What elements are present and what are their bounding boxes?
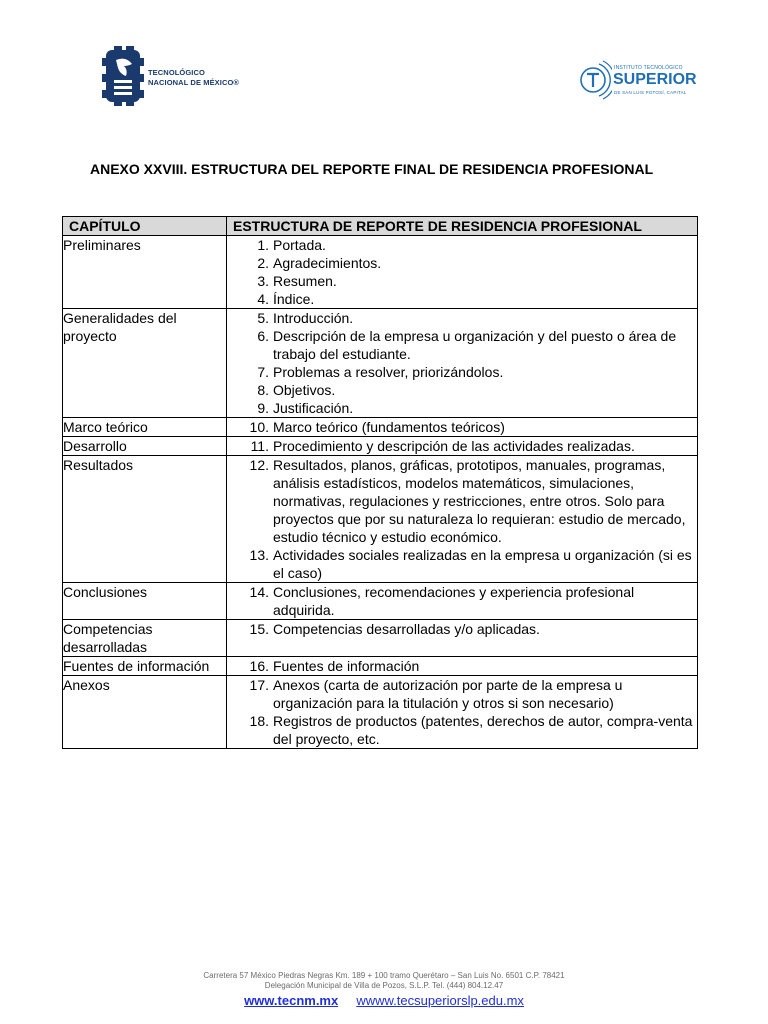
list-item <box>227 583 697 619</box>
item-number: 13. <box>249 547 269 563</box>
chapter-cell: Generalidades del proyecto <box>63 309 227 418</box>
items-cell <box>227 620 698 657</box>
items-cell <box>227 657 698 676</box>
list-item <box>227 290 697 308</box>
list-item <box>227 676 697 712</box>
item-text: Fuentes de información <box>273 658 420 674</box>
header-structure: ESTRUCTURA DE REPORTE DE RESIDENCIA PROFESIONAL <box>227 217 698 236</box>
item-text: Marco teórico (fundamentos teóricos) <box>273 419 505 435</box>
item-text: Introducción. <box>273 310 354 326</box>
items-cell <box>227 236 698 309</box>
chapter-cell: Preliminares <box>63 236 227 309</box>
items-cell <box>227 309 698 418</box>
item-text: Justificación. <box>273 400 354 416</box>
list-item <box>227 327 697 363</box>
superior-emblem-icon <box>576 58 612 102</box>
tecnm-link[interactable]: www.tecnm.mx <box>244 993 339 1008</box>
item-text: Objetivos. <box>273 382 336 398</box>
table-row <box>63 657 698 676</box>
chapter-cell: Resultados <box>63 456 227 583</box>
table-row <box>63 437 698 456</box>
table-row <box>63 309 698 418</box>
item-text: Registros de productos (patentes, derechos de autor, compra-venta del proyecto, etc. <box>273 713 693 747</box>
item-text: Problemas a resolver, priorizándolos. <box>273 364 504 380</box>
list-item <box>227 236 697 254</box>
footer-address-line2: Delegación Municipal de Villa de Pozos, S.L.P. Tel. (444) 804.12.47 <box>264 981 504 990</box>
item-text: Agradecimientos. <box>273 255 382 271</box>
logo-right-bottom: DE SAN LUIS POTOSÍ, CAPITAL <box>614 90 687 95</box>
structure-table <box>62 216 698 749</box>
logo-text-line2: NACIONAL DE MÉXICO® <box>148 78 240 87</box>
item-number: 15. <box>249 621 269 637</box>
tecnm-logo <box>102 46 242 108</box>
table-row <box>63 418 698 437</box>
list-item <box>227 620 697 638</box>
items-cell <box>227 456 698 583</box>
chapter-cell: Conclusiones <box>63 583 227 620</box>
page-title: ANEXO XXVIII. ESTRUCTURA DEL REPORTE FINAL DE RESIDENCIA PROFESIONAL <box>90 161 654 177</box>
item-text: Resumen. <box>273 273 337 289</box>
list-item <box>227 363 697 381</box>
table-header-row <box>63 217 698 236</box>
item-number: 17. <box>249 677 269 693</box>
item-number: 14. <box>249 584 269 600</box>
items-cell <box>227 676 698 749</box>
item-text: Actividades sociales realizadas en la empresa u organización (si es el caso) <box>273 547 692 581</box>
item-text: Competencias desarrolladas y/o aplicadas. <box>273 621 540 637</box>
logo-text-line1: TECNOLÓGICO <box>148 68 205 77</box>
item-number: 6. <box>257 328 269 344</box>
item-number: 7. <box>257 364 269 380</box>
chapter-cell: Marco teórico <box>63 418 227 437</box>
table-row <box>63 236 698 309</box>
tecsuperior-link[interactable]: wwww.tecsuperiorslp.edu.mx <box>356 993 524 1008</box>
items-cell <box>227 418 698 437</box>
footer-address-line1: Carretera 57 México Piedras Negras Km. 189 + 100 tramo Querétaro – San Luis No. 6501 C.P. 78421 <box>203 971 565 980</box>
list-item <box>227 309 697 327</box>
item-number: 9. <box>257 400 269 416</box>
item-text: Anexos (carta de autorización por parte de la empresa u organización para la titulación y otros si son necesario) <box>273 677 623 711</box>
table-row <box>63 583 698 620</box>
list-item <box>227 546 697 582</box>
chapter-cell: Fuentes de información <box>63 657 227 676</box>
item-text: Portada. <box>273 237 326 253</box>
item-number: 16. <box>249 658 269 674</box>
item-number: 12. <box>249 457 269 473</box>
tecnm-emblem-icon <box>102 46 144 106</box>
item-number: 18. <box>249 713 269 729</box>
item-text: Conclusiones, recomendaciones y experiencia profesional adquirida. <box>273 584 635 618</box>
list-item <box>227 712 697 748</box>
list-item <box>227 456 697 546</box>
list-item <box>227 399 697 417</box>
item-number: 1. <box>257 237 269 253</box>
item-number: 8. <box>257 382 269 398</box>
footer-links <box>0 993 768 1008</box>
chapter-cell: Anexos <box>63 676 227 749</box>
list-item <box>227 418 697 436</box>
logo-right-main: SUPERIOR <box>613 71 697 88</box>
item-text: Descripción de la empresa u organización y del puesto o área de trabajo del estudiante. <box>273 328 677 362</box>
item-number: 5. <box>257 310 269 326</box>
items-cell <box>227 583 698 620</box>
header-chapter: CAPÍTULO <box>63 217 227 236</box>
item-number: 10. <box>249 419 269 435</box>
list-item <box>227 437 697 455</box>
item-text: Procedimiento y descripción de las actividades realizadas. <box>273 438 635 454</box>
item-number: 4. <box>257 291 269 307</box>
chapter-cell: Desarrollo <box>63 437 227 456</box>
item-text: Índice. <box>273 291 315 307</box>
item-number: 3. <box>257 273 269 289</box>
list-item <box>227 381 697 399</box>
item-number: 11. <box>250 438 269 454</box>
table-row <box>63 456 698 583</box>
logo-right-top: INSTITUTO TECNOLÓGICO <box>614 65 683 71</box>
list-item <box>227 272 697 290</box>
list-item <box>227 254 697 272</box>
table-body <box>63 236 698 749</box>
link-separator <box>342 993 353 1008</box>
chapter-cell: Competencias desarrolladas <box>63 620 227 657</box>
superior-logo <box>576 58 706 102</box>
item-number: 2. <box>257 255 269 271</box>
item-text: Resultados, planos, gráficas, prototipos, manuales, programas, análisis estadísticos, modelos matemáticos, simulaciones, normativas, regulaciones y restricciones, entre otros. Solo para proyectos que por su naturaleza lo requieran: estudio de mercado, estudio técnico y estudio económico. <box>273 457 686 545</box>
items-cell <box>227 437 698 456</box>
table-row <box>63 676 698 749</box>
table-row <box>63 620 698 657</box>
list-item <box>227 657 697 675</box>
